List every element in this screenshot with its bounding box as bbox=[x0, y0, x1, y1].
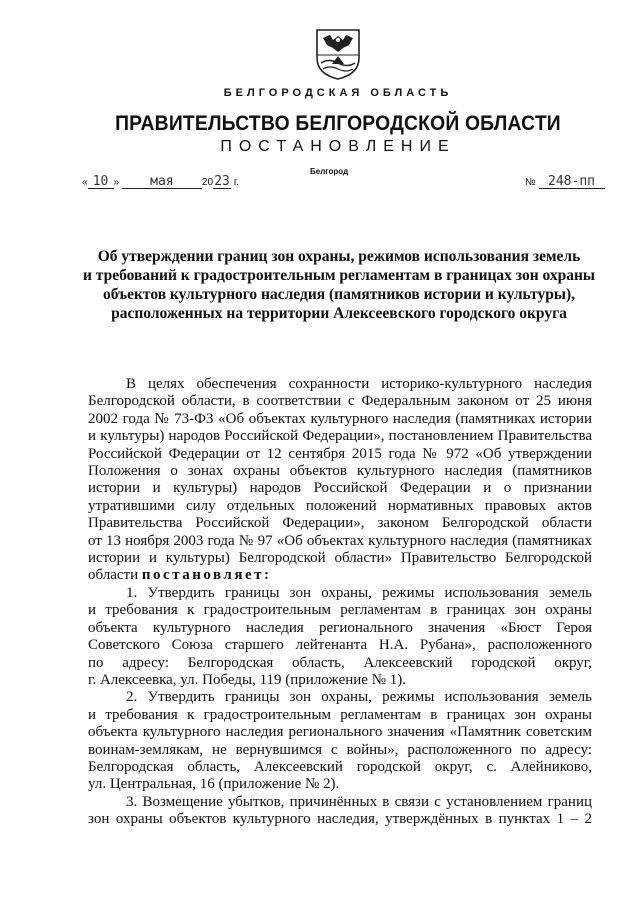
preamble-line: Правительства Российской Федерации», законом Белгородской области bbox=[88, 515, 592, 532]
document-type: ПОСТАНОВЛЕНИЕ bbox=[220, 138, 456, 155]
title-line: и требований к градостроительным регламентам в границах зон охраны bbox=[82, 267, 596, 284]
item1-line: объекта культурного наследия регионального значения «Бюст Героя bbox=[88, 619, 592, 636]
item3-line: зон охраны объектов культурного наследия, утверждённых в пунктах 1 – 2 bbox=[88, 811, 592, 828]
number-label: № bbox=[525, 177, 536, 188]
item2-line: Белгородская область, Алексеевский городской округ, с. Алейниково, bbox=[88, 758, 592, 775]
preamble-line: Положения о зонах охраны объектов культурного наследия (памятников bbox=[88, 463, 592, 480]
date-month: мая bbox=[122, 176, 202, 189]
item1-line: по адресу: Белгородская область, Алексеевский городской округ, bbox=[88, 654, 592, 671]
preamble-line: истории и культуры) Белгородской области» Правительство Белгородской bbox=[88, 550, 592, 567]
document-date bbox=[82, 176, 239, 189]
date-year-suffix: 23 bbox=[214, 174, 230, 189]
city-name: Белгород bbox=[310, 167, 349, 176]
government-title: ПРАВИТЕЛЬСТВО БЕЛГОРОДСКОЙ ОБЛАСТИ bbox=[115, 112, 561, 135]
date-year-abbr: г. bbox=[233, 177, 240, 188]
document-number bbox=[525, 176, 605, 189]
preamble-line: утратившими силу отдельных положений нормативных правовых актов bbox=[88, 497, 592, 514]
date-year-prefix: 20 bbox=[201, 177, 214, 188]
item2-line: 2. Утвердить границы зон охраны, режимы использования земель bbox=[126, 689, 592, 706]
date-day: 10 bbox=[88, 176, 114, 189]
preamble-line: 2002 года № 73-ФЗ «Об объектах культурного наследия (памятниках истории bbox=[88, 410, 592, 427]
document-title bbox=[82, 247, 596, 323]
title-line: объектов культурного наследия (памятников истории и культуры), bbox=[102, 286, 576, 303]
preamble-line: от 13 ноября 2003 года № 97 «Об объектах культурного наследия (памятниках bbox=[88, 532, 592, 549]
item2-line: ул. Центральная, 16 (приложение № 2). bbox=[88, 776, 340, 793]
preamble-line: истории и культуры) народов Российской Федерации и о признании bbox=[88, 480, 592, 497]
title-line: Об утверждении границ зон охраны, режимов использования земель bbox=[97, 248, 581, 265]
coat-of-arms-emblem bbox=[313, 28, 363, 80]
document-body bbox=[88, 376, 592, 829]
item1-line: 1. Утвердить границы зон охраны, режимы использования земель bbox=[126, 584, 592, 601]
item2-line: и требования к градостроительным регламентам в границах зон охраны bbox=[88, 706, 592, 723]
title-line: расположенных на территории Алексеевского городского округа bbox=[111, 305, 567, 322]
item1-line: Советского Союза старшего лейтенанта Н.А. Рубана», расположенного bbox=[88, 637, 592, 654]
region-name: БЕЛГОРОДСКАЯ ОБЛАСТЬ bbox=[223, 87, 453, 99]
preamble-line: В целях обеспечения сохранности историко-культурного наследия bbox=[126, 376, 592, 392]
preamble-line: Белгородской области, в соответствии с Федеральным законом от 25 июня bbox=[88, 393, 592, 410]
item1-line: г. Алексеевка, ул. Победы, 119 (приложение № 1). bbox=[88, 671, 407, 688]
date-open-quote: « bbox=[82, 177, 88, 188]
item1-line: и требования к градостроительным регламентам в границах зон охраны bbox=[88, 602, 592, 619]
date-close-quote: » bbox=[113, 177, 120, 188]
preamble-line: и культуры) народов Российской Федерации», постановлением Правительства bbox=[88, 428, 592, 445]
preamble-last-line bbox=[88, 567, 592, 584]
decree-word: постановляет: bbox=[141, 567, 272, 584]
preamble-line: Российской Федерации от 12 сентября 2015 года № 972 «Об утверждении bbox=[88, 445, 592, 462]
number-value: 248-пп bbox=[539, 176, 605, 189]
preamble-last-prefix: области bbox=[88, 567, 139, 584]
item2-line: воинам-землякам, не вернувшимся с войны», расположенного по адресу: bbox=[88, 741, 592, 758]
item3-line: 3. Возмещение убытков, причинённых в связи с установлением границ bbox=[126, 793, 592, 810]
item2-line: объекта культурного наследия регионального значения «Памятник советским bbox=[88, 724, 592, 741]
